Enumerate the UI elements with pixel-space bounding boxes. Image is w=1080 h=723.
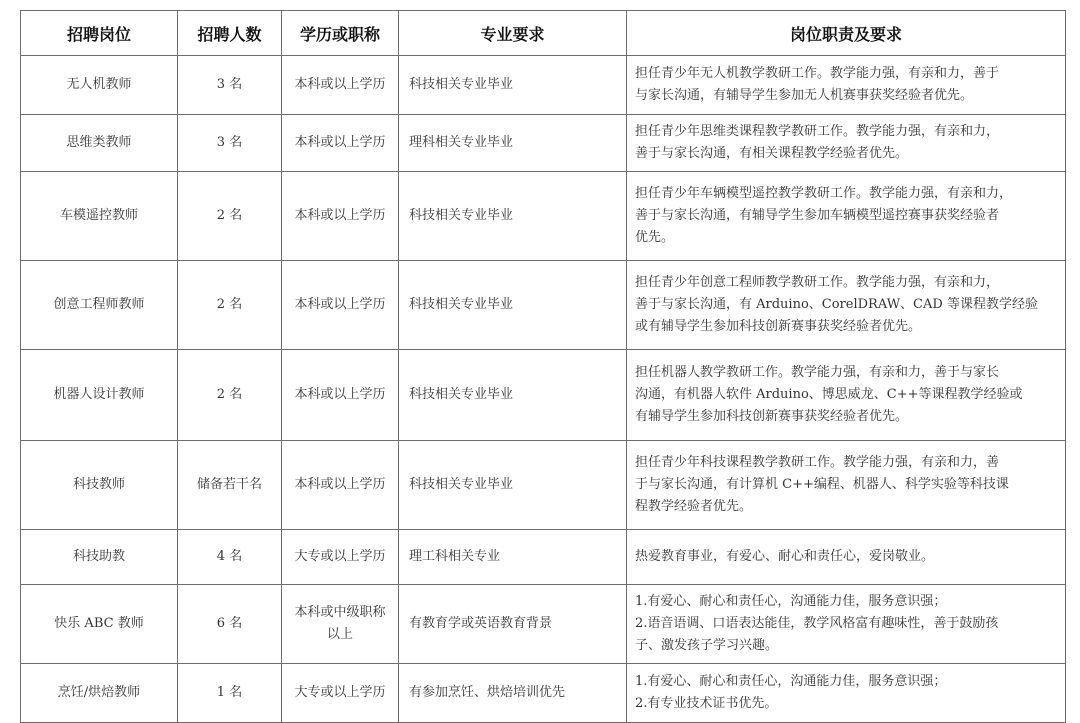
cell-education: 本科或以上学历 [282,441,399,530]
recruitment-table [20,10,1066,723]
cell-education: 大专或以上学历 [282,664,399,723]
table-row [21,350,1066,441]
table-row [21,172,1066,261]
duty-line: 程教学经验者优先。 [635,499,753,514]
cell-position: 科技教师 [21,441,178,530]
header-position: 招聘岗位 [21,11,178,56]
table-row [21,261,1066,350]
cell-duties [627,664,1066,723]
education-line: 本科或中级职称 [294,605,386,620]
duty-line: 担任青少年无人机教学教研工作。教学能力强，有亲和力，善于 [635,66,1000,81]
education-line: 以上 [326,627,353,642]
table-row [21,56,1066,115]
cell-duties [627,585,1066,664]
cell-position: 创意工程师教师 [21,261,178,350]
cell-duties [627,115,1066,172]
cell-education: 本科或以上学历 [282,115,399,172]
cell-duties [627,56,1066,115]
cell-count: 2 名 [178,172,282,261]
cell-major: 科技相关专业毕业 [399,56,627,115]
cell-position: 思维类教师 [21,115,178,172]
cell-count: 4 名 [178,530,282,585]
cell-major: 理科相关专业毕业 [399,115,627,172]
duty-line: 或有辅导学生参加科技创新赛事获奖经验者优先。 [635,319,922,334]
header-education: 学历或职称 [282,11,399,56]
duty-line: 担任青少年思维类课程教学教研工作。教学能力强，有亲和力， [635,124,1000,139]
cell-education: 本科或以上学历 [282,56,399,115]
cell-education [282,585,399,664]
cell-count: 1 名 [178,664,282,723]
duty-line: 热爱教育事业，有爱心、耐心和责任心，爱岗敬业。 [635,549,935,564]
table-row [21,530,1066,585]
cell-count: 6 名 [178,585,282,664]
duty-line: 担任青少年创意工程师教学教研工作。教学能力强，有亲和力， [635,275,1000,290]
cell-position: 车模遥控教师 [21,172,178,261]
duty-line: 担任青少年车辆模型遥控教学教研工作。教学能力强，有亲和力， [635,186,1013,201]
cell-position: 机器人设计教师 [21,350,178,441]
cell-position: 科技助教 [21,530,178,585]
duty-line: 1.有爱心、耐心和责任心，沟通能力佳，服务意识强； [635,674,947,689]
header-duties: 岗位职责及要求 [627,11,1066,56]
cell-position: 快乐 ABC 教师 [21,585,178,664]
table-row [21,441,1066,530]
duty-line: 于与家长沟通，有计算机 C++编程、机器人、科学实验等科技课 [635,477,1009,492]
table-row [21,664,1066,723]
header-count: 招聘人数 [178,11,282,56]
recruitment-table-container [20,10,1065,723]
duty-line: 担任青少年科技课程教学教研工作。教学能力强，有亲和力，善 [635,455,1000,470]
duty-line: 子、激发孩子学习兴趣。 [635,638,779,653]
cell-count: 3 名 [178,115,282,172]
header-major: 专业要求 [399,11,627,56]
cell-education: 大专或以上学历 [282,530,399,585]
table-row [21,585,1066,664]
cell-education: 本科或以上学历 [282,172,399,261]
duty-line: 善于与家长沟通，有相关课程教学经验者优先。 [635,146,909,161]
duty-line: 担任机器人教学教研工作。教学能力强，有亲和力，善于与家长 [635,365,1000,380]
cell-major: 科技相关专业毕业 [399,261,627,350]
cell-major: 有教育学或英语教育背景 [399,585,627,664]
cell-duties [627,441,1066,530]
duty-line: 沟通，有机器人软件 Arduino、博思威龙、C++等课程教学经验或 [635,387,1023,402]
cell-duties [627,350,1066,441]
cell-education: 本科或以上学历 [282,261,399,350]
cell-education: 本科或以上学历 [282,350,399,441]
cell-count: 2 名 [178,350,282,441]
cell-count: 3 名 [178,56,282,115]
duty-line: 善于与家长沟通，有辅导学生参加车辆模型遥控赛事获奖经验者 [635,208,1000,223]
cell-duties [627,530,1066,585]
cell-major: 理工科相关专业 [399,530,627,585]
table-row [21,115,1066,172]
duty-line: 善于与家长沟通，有 Arduino、CorelDRAW、CAD 等课程教学经验 [635,297,1038,312]
cell-major: 有参加烹饪、烘焙培训优先 [399,664,627,723]
duty-line: 优先。 [635,230,675,245]
duty-line: 2.有专业技术证书优先。 [635,696,778,711]
duty-line: 有辅导学生参加科技创新赛事获奖经验者优先。 [635,409,909,424]
cell-major: 科技相关专业毕业 [399,172,627,261]
cell-duties [627,172,1066,261]
cell-major: 科技相关专业毕业 [399,441,627,530]
cell-count: 2 名 [178,261,282,350]
duty-line: 2.语音语调、口语表达能佳，教学风格富有趣味性，善于鼓励孩 [635,616,999,631]
cell-major: 科技相关专业毕业 [399,350,627,441]
cell-count: 储备若干名 [178,441,282,530]
cell-duties [627,261,1066,350]
cell-position: 烹饪/烘焙教师 [21,664,178,723]
table-header-row [21,11,1066,56]
cell-position: 无人机教师 [21,56,178,115]
duty-line: 与家长沟通，有辅导学生参加无人机赛事获奖经验者优先。 [635,88,974,103]
duty-line: 1.有爱心、耐心和责任心，沟通能力佳，服务意识强； [635,594,947,609]
